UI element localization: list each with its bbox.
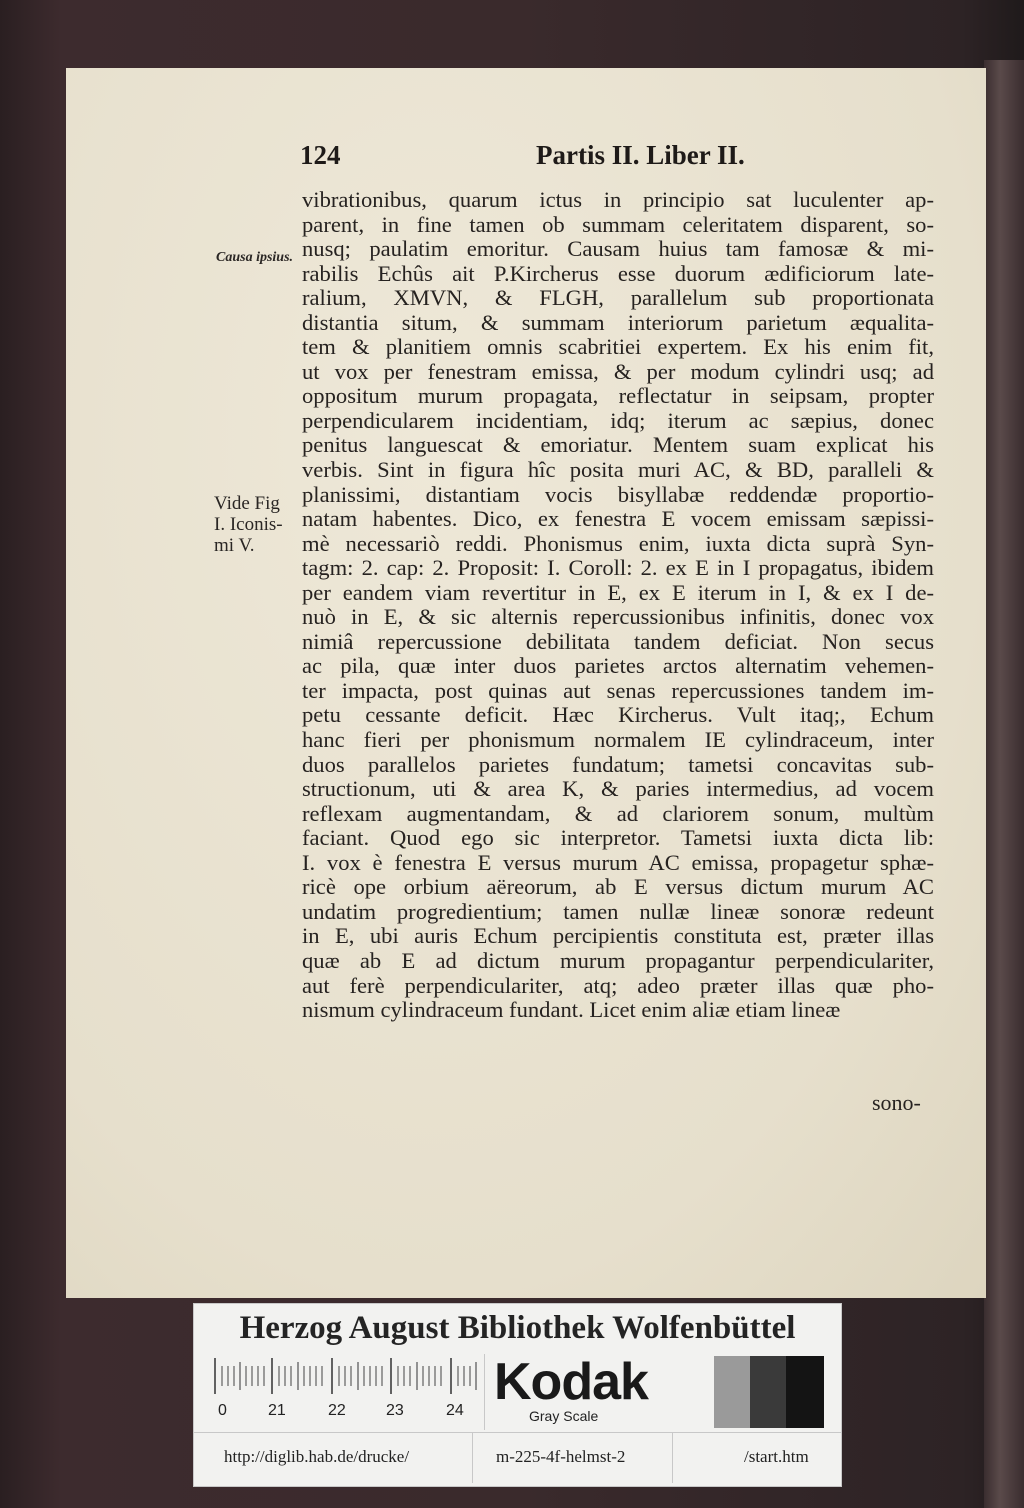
margin-note-line: I. Iconis- — [214, 514, 283, 535]
text-line: vibrationibus, quarum ictus in principio sat luculenter ap- — [302, 188, 934, 212]
gray-scale-label: Gray Scale — [529, 1408, 599, 1424]
text-line: hanc fieri per phonismum normalem IE cylindraceum, inter — [302, 728, 934, 753]
text-line: I. vox è fenestra E versus murum AC emissa, propagetur sphæ- — [302, 850, 934, 875]
text-line: in E, ubi auris Echum percipientis constituta est, præter illas — [302, 924, 934, 949]
text-line: verbis. Sint in figura hîc posita muri AC, & BD, paralleli & — [302, 458, 934, 483]
ruler-bar — [214, 1356, 478, 1396]
divider — [672, 1433, 673, 1483]
text-line: nismum cylindraceum fundant. Licet enim aliæ etiam lineæ — [302, 998, 841, 1023]
scan-target-card — [193, 1303, 842, 1487]
text-line: nusq; paulatim emoritur. Causam huius tam famosæ & mi- — [302, 237, 934, 262]
gray-scale-swatches — [714, 1356, 824, 1428]
url-left: http://diglib.hab.de/drucke/ — [224, 1447, 410, 1466]
book-edge — [984, 60, 1024, 1508]
text-line: ut vox per fenestram emissa, & per modum cylindri usq; ad — [302, 359, 934, 384]
ruler-background — [214, 1356, 478, 1396]
text-line: quæ ab E ad dictum murum propagantur perpendiculariter, — [302, 948, 934, 973]
margin-note-vide — [214, 493, 283, 556]
text-line: tagm: 2. cap: 2. Proposit: I. Coroll: 2. ex E in I propagatus, ibidem — [302, 556, 934, 581]
gray-swatch — [786, 1356, 824, 1428]
margin-note-line: mi V. — [214, 535, 255, 556]
library-name: Herzog August Bibliothek Wolfenbüttel — [239, 1310, 796, 1346]
ruler-number: 23 — [386, 1402, 404, 1419]
text-line: parent, in fine tamen ob summam celeritatem disparent, so- — [302, 212, 934, 237]
ruler-number: 24 — [446, 1402, 464, 1419]
text-line: aut ferè perpendiculariter, atq; adeo præter illas quæ pho- — [302, 973, 934, 998]
divider — [472, 1433, 473, 1483]
text-line: perpendicularem incidentiam, idq; iterum ac sæpius, donec — [302, 408, 934, 433]
text-line: structionum, uti & area K, & paries intermedius, ad vocem — [302, 777, 934, 802]
catchword: sono- — [872, 1090, 921, 1115]
url-right: /start.htm — [744, 1447, 809, 1466]
text-line: planissimi, distantiam vocis bisyllabæ reddendæ proportio- — [302, 482, 934, 507]
text-line: mè necessariò reddi. Phonismus enim, iuxta dicta suprà Syn- — [302, 531, 934, 556]
text-line: nuò in E, & sic alternis repercussionibus infinitis, donec vox — [302, 605, 934, 630]
ruler-number: 22 — [328, 1402, 346, 1419]
body-text — [302, 188, 934, 1023]
page-number: 124 — [300, 140, 341, 170]
margin-note-line: Vide Fig — [214, 493, 280, 514]
text-line: ralium, XMVN, & FLGH, parallelum sub proportionata — [302, 286, 934, 311]
ruler-number: 21 — [268, 1402, 286, 1419]
text-line: ter impacta, post quinas aut senas repercussiones tandem im- — [302, 678, 934, 703]
text-line: petu cessante deficit. Hæc Kircherus. Vult itaq;, Echum — [302, 703, 934, 728]
text-line: reflexam augmentandam, & ad clariorem sonum, multùm — [302, 801, 934, 826]
url-row — [194, 1432, 841, 1483]
text-line: undatim progredientium; tamen nullæ lineæ sonoræ redeunt — [302, 899, 934, 924]
text-line: faciant. Quod ego sic interpretor. Tametsi iuxta dicta lib: — [302, 826, 934, 851]
text-line: natam habentes. Dico, ex fenestra E vocem emissam sæpissi- — [302, 507, 934, 532]
text-line: tem & planitiem omnis scabritiei expertem. Ex his enim fit, — [302, 335, 934, 360]
text-line: nimiâ repercussione debilitata tandem deficiat. Non secus — [302, 629, 934, 654]
url-mid: m-225-4f-helmst-2 — [496, 1447, 626, 1466]
gray-swatch — [750, 1356, 786, 1428]
text-line: duos parallelos parietes fundatum; tametsi concavitas sub- — [302, 752, 934, 777]
ruler-numbers — [216, 1402, 486, 1424]
margin-note-causa: Causa ipsius. — [216, 250, 294, 265]
text-line: distantia situm, & summam interiorum parietum æqualita- — [302, 310, 934, 335]
text-line: ricè ope orbium aëreorum, ab E versus dictum murum AC — [302, 875, 934, 900]
text-line: oppositum murum propagata, reflectatur in seipsam, propter — [302, 384, 934, 409]
running-head — [300, 140, 780, 180]
text-line: rabilis Echûs ait P.Kircherus esse duorum ædificiorum late- — [302, 261, 934, 286]
text-line: penitus languescat & emoriatur. Mentem suam explicat his — [302, 433, 934, 458]
divider — [484, 1354, 485, 1430]
text-line: per eandem viam revertitur in E, ex E iterum in I, & ex I de- — [302, 580, 934, 605]
kodak-logo: Kodak — [494, 1353, 648, 1411]
ruler-number: 0 — [218, 1402, 227, 1419]
gray-swatch — [714, 1356, 750, 1428]
text-line: ac pila, quæ inter duos parietes arctos alternatim vehemen- — [302, 654, 934, 679]
running-title: Partis II. Liber II. — [536, 140, 745, 170]
